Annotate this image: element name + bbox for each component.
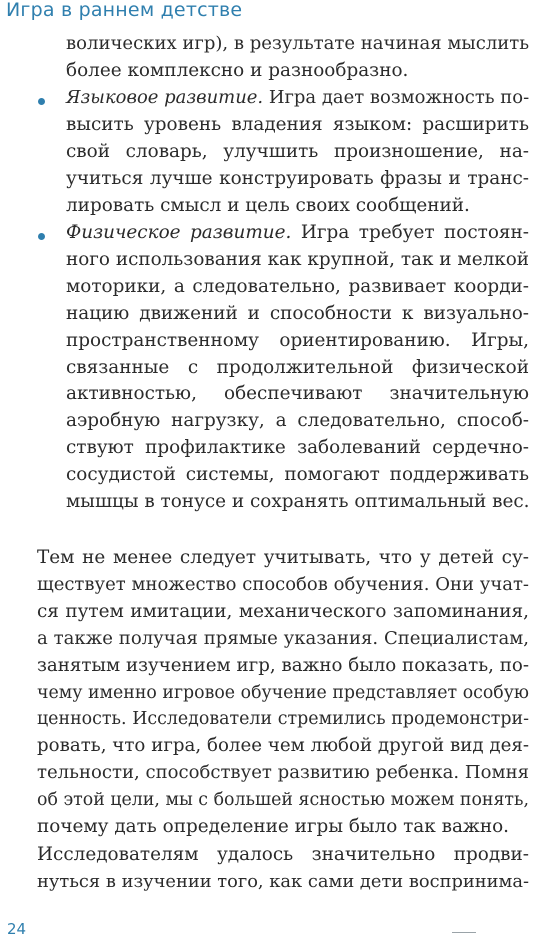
text-line: нацию движений и способности к визуально- <box>66 302 529 324</box>
text-line: ществует множество способов обучения. Они учат- <box>37 573 529 595</box>
text-line: связанные с продолжительной физической <box>66 356 529 378</box>
text-line: сосудистой системы, помогают поддерживать <box>66 464 529 486</box>
text-line: почему дать определение игры было так важно. <box>37 816 510 838</box>
text-line: нуться в изучении того, как сами дети воспринима- <box>37 870 529 892</box>
text-line: чему именно игровое обучение представляет особую <box>37 682 529 703</box>
text-line: мышцы в тонусе и сохранять оптимальный вес. <box>66 491 530 513</box>
text-line: Тем не менее следует учитывать, что у детей су- <box>37 547 529 568</box>
bullet-language-development <box>66 85 529 220</box>
text-line: активностью, обеспечивают значительную <box>66 383 529 405</box>
text-line: занятым изучением игр, важно было показать, по- <box>37 654 529 676</box>
text-line: свой словарь, улучшить произношение, на- <box>66 140 529 162</box>
bullet-icon <box>38 98 45 105</box>
text-line: Игра дает возможность по- <box>268 87 530 108</box>
running-header: Игра в раннем детстве <box>6 0 243 21</box>
paragraph <box>37 842 529 896</box>
text-line: Игра требует постоян- <box>300 222 529 243</box>
bullet-icon <box>38 233 45 240</box>
text-line: ствуют профилактике заболеваний сердечно- <box>66 437 529 459</box>
text-line: ровать, что игра, более чем любой другой вид дея- <box>37 735 529 757</box>
text-line: ся путем имитации, механического запоминания, <box>37 600 529 622</box>
footer-rule <box>452 932 476 933</box>
text-line: ценность. Исследователи стремились продемонстри- <box>37 709 529 730</box>
text-line: пространственному ориентированию. Игры, <box>66 329 529 351</box>
bullet-term: Физическое развитие. <box>66 222 292 243</box>
text-line: волических игр), в результате начиная мыслить <box>66 33 530 54</box>
text-line: ного использования как крупной, так и мелкой <box>66 248 529 270</box>
text-line: а также получая прямые указания. Специалистам, <box>37 627 529 649</box>
bullet-continuation <box>66 31 529 85</box>
text-line: Исследователям удалось значительно продви- <box>37 844 529 865</box>
text-line: тельности, способствует развитию ребенка. Помня <box>37 762 529 784</box>
bullet-physical-development <box>66 220 529 516</box>
text-line: высить уровень владения языком: расширить <box>66 113 529 135</box>
text-line: лировать смысл и цель своих сообщений. <box>66 194 470 216</box>
paragraph <box>37 545 529 841</box>
text-line: об этой цели, мы с большей ясностью можем понять, <box>37 790 529 811</box>
text-line: моторики, а следовательно, развивает коорди- <box>66 275 529 297</box>
page-number: 24 <box>7 920 27 938</box>
text-line: более комплексно и разнообразно. <box>66 59 409 81</box>
text-line: учиться лучше конструировать фразы и транс- <box>66 167 529 189</box>
text-line: аэробную нагрузку, а следовательно, способ- <box>66 410 529 432</box>
bullet-term: Языковое развитие. <box>66 87 264 108</box>
